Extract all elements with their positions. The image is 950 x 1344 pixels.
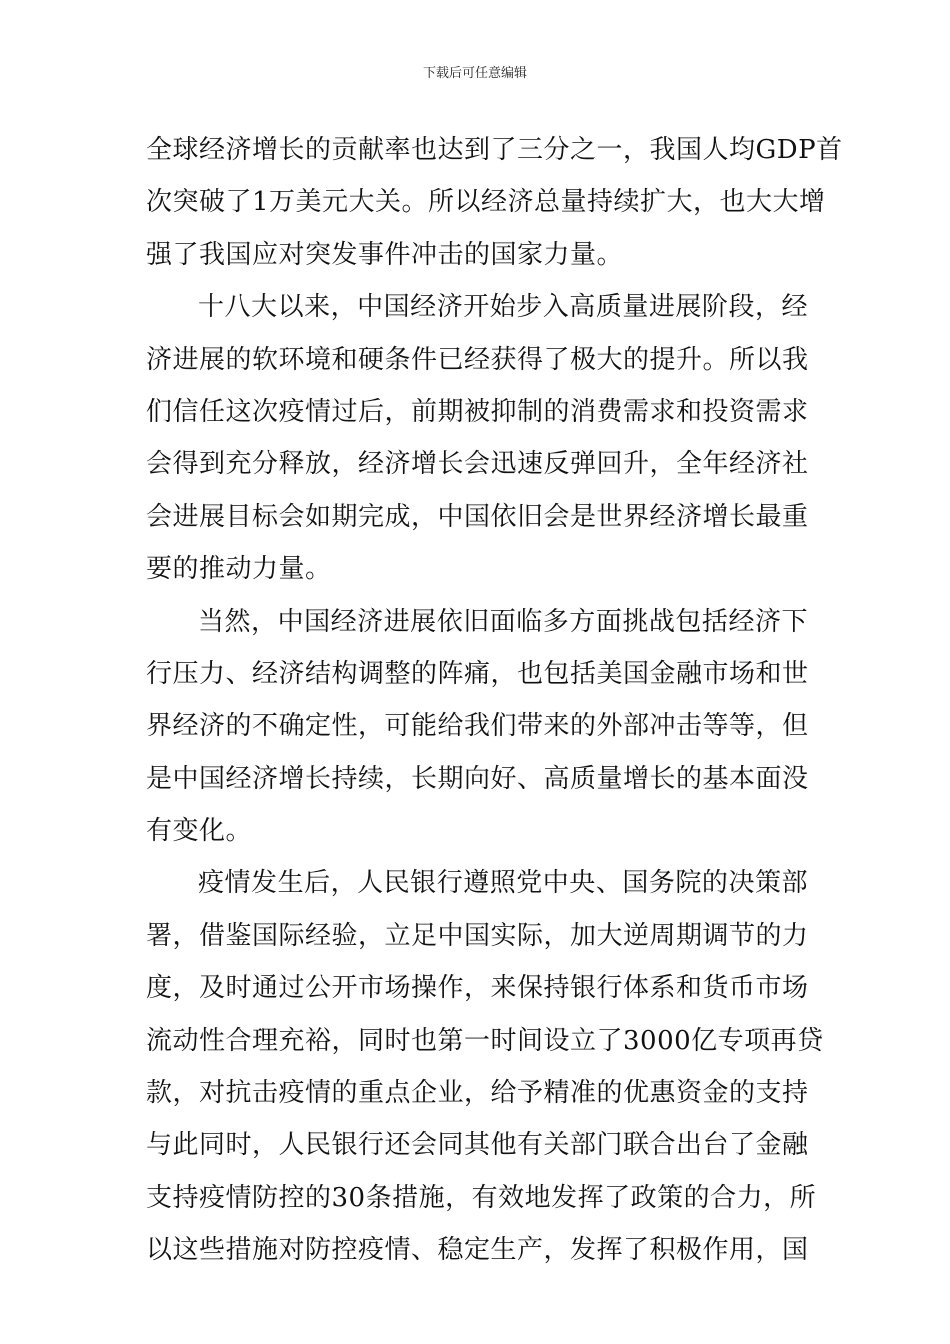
text-line: 会进展目标会如期完成，中国依旧会是世界经济增长最重 [146, 501, 809, 532]
text-line: 们信任这次疫情过后，前期被抑制的消费需求和投资需求 [146, 396, 809, 427]
text-line: 济进展的软环境和硬条件已经获得了极大的提升。所以我 [146, 344, 809, 375]
text-line: 署，借鉴国际经验，立足中国实际，加大逆周期调节的力 [146, 920, 809, 951]
paragraph [146, 124, 843, 281]
page-header: 下载后可任意编辑 [422, 66, 527, 81]
text-line: 界经济的不确定性，可能给我们带来的外部冲击等等，但 [146, 711, 809, 742]
text-line: 当然，中国经济进展依旧面临多方面挑战包括经济下 [198, 606, 808, 637]
text-line: 要的推动力量。 [146, 554, 332, 585]
paragraph [146, 857, 824, 1276]
paragraph [146, 596, 808, 858]
text-line: 强了我国应对突发事件冲击的国家力量。 [146, 239, 624, 270]
text-line: 是中国经济增长持续，长期向好、高质量增长的基本面没 [146, 763, 809, 794]
text-line: 行压力、经济结构调整的阵痛，也包括美国金融市场和世 [146, 658, 809, 689]
text-line: 款，对抗击疫情的重点企业，给予精准的优惠资金的支持 [146, 1078, 809, 1109]
text-line: 以这些措施对防控疫情、稳定生产，发挥了积极作用，国 [146, 1235, 809, 1266]
text-line: 次突破了1万美元大关。所以经济总量持续扩大，也大大增 [146, 187, 826, 218]
paragraph [146, 281, 808, 595]
text-line: 有变化。 [146, 816, 253, 847]
text-line: 全球经济增长的贡献率也达到了三分之一，我国人均GDP首 [146, 135, 843, 165]
text-line: 十八大以来，中国经济开始步入高质量进展阶段，经 [198, 292, 808, 323]
text-line: 与此同时，人民银行还会同其他有关部门联合出台了金融 [146, 1130, 809, 1161]
text-line: 疫情发生后，人民银行遵照党中央、国务院的决策部 [198, 868, 808, 899]
document-body [146, 124, 843, 1277]
text-line: 度，及时通过公开市场操作，来保持银行体系和货币市场 [146, 973, 809, 1004]
text-line: 会得到充分释放，经济增长会迅速反弹回升，全年经济社 [146, 449, 809, 480]
text-line: 支持疫情防控的30条措施，有效地发挥了政策的合力，所 [146, 1182, 817, 1213]
text-line: 流动性合理充裕，同时也第一时间设立了3000亿专项再贷 [146, 1025, 824, 1056]
